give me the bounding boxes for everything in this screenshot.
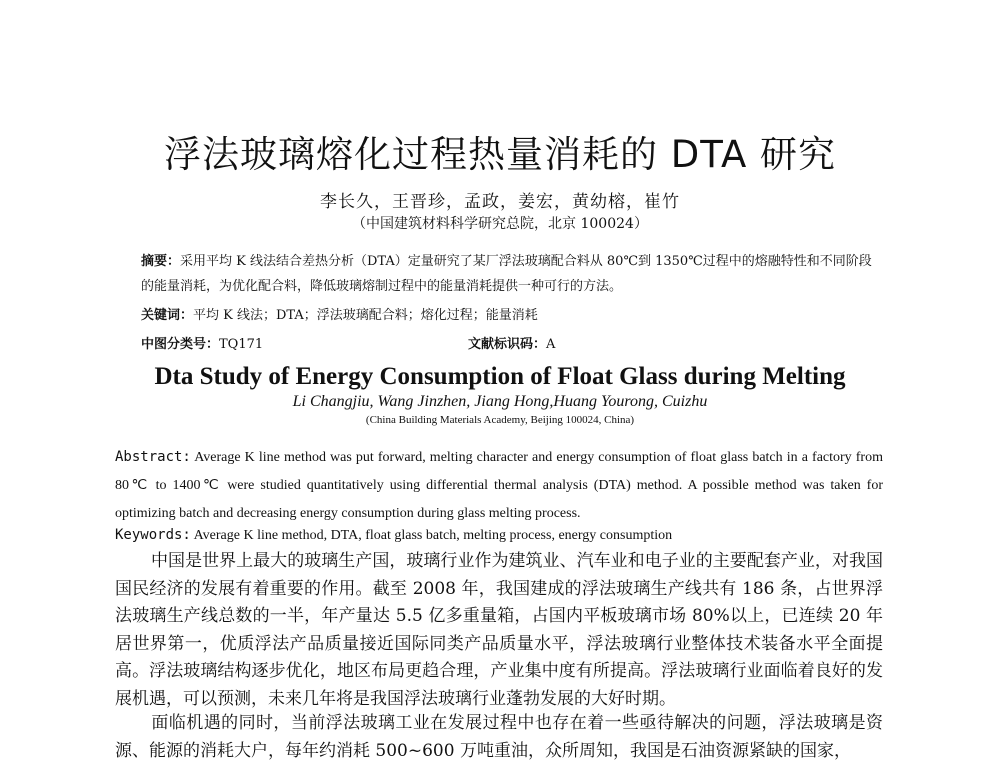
body-paragraph-1: [115, 548, 883, 713]
authors-cn: 李长久，王晋珍，孟政，姜宏，黄幼榕，崔竹: [320, 192, 680, 212]
keywords-en-text: Average K line method, DTA, float glass batch, melting process, energy consumption: [193, 528, 673, 543]
keywords-cn: [141, 304, 538, 323]
abstract-cn: [141, 249, 881, 299]
abstract-en: [115, 443, 883, 528]
affiliation-cn: （中国建筑材料科学研究总院，北京 100024）: [352, 216, 648, 232]
abstract-cn-text: 采用平均 K 线法结合差热分析（DTA）定量研究了某厂浮法玻璃配合料从 80℃到 1350℃过程中的熔融特性和不同阶段的能量消耗，为优化配合料，降低玻璃熔制过程中的能量消耗提供一种可行的方法。: [141, 254, 872, 294]
document-code: [468, 333, 555, 352]
paper-title-en: Dta Study of Energy Consumption of Float Glass during Melting: [154, 363, 846, 390]
keywords-cn-text: 平均 K 线法；DTA；浮法玻璃配合料；熔化过程；能量消耗: [193, 308, 538, 323]
abstract-en-label: Abstract:: [115, 449, 191, 465]
classification-label: 中图分类号：: [141, 337, 220, 352]
keywords-en: [115, 527, 883, 544]
body-paragraph-2-text: 面临机遇的同时，当前浮法玻璃工业在发展过程中也存在着一些亟待解决的问题，浮法玻璃是资源、能源的消耗大户，每年约消耗 500~600 万吨重油，众所周知，我国是石油资源紧缺的国家，: [115, 713, 883, 761]
keywords-en-label: Keywords:: [115, 527, 191, 543]
body-paragraph-1-text: 中国是世界上最大的玻璃生产国，玻璃行业作为建筑业、汽车业和电子业的主要配套产业，对我国国民经济的发展有着重要的作用。截至 2008 年，我国建成的浮法玻璃生产线共有 186 条，占世界浮法玻璃生产线总数的一半，年产量达 5.5 亿多重量箱，占国内平板玻璃市场 80%以上，已连续 20 年居世界第一，优质浮法产品质量接近国际同类产品质量水平，浮法玻璃行业整体技术装备水平全面提高。浮法玻璃结构逐步优化，地区布局更趋合理，产业集中度有所提高。浮法玻璃行业面临着良好的发展机遇，可以预测，未来几年将是我国浮法玻璃行业蓬勃发展的大好时期。: [115, 551, 883, 709]
abstract-en-text: Average K line method was put forward, melting character and energy consumption of float glass batch in a factory from 80℃ to 1400℃ were studied quantitatively using differential thermal analysis (DTA) method. A possible method was taken for optimizing batch and decreasing energy consumption during glass melting process.: [115, 450, 883, 521]
authors-en: Li Changjiu, Wang Jinzhen, Jiang Hong,Huang Yourong, Cuizhu: [292, 393, 708, 410]
classification-value: TQ171: [219, 337, 264, 352]
affiliation-en: (China Building Materials Academy, Beijing 100024, China): [365, 414, 635, 426]
document-code-value: A: [546, 337, 556, 352]
classification-number: [141, 333, 263, 352]
paper-title-cn: 浮法玻璃熔化过程热量消耗的 DTA 研究: [163, 133, 837, 176]
keywords-cn-label: 关键词：: [141, 308, 194, 323]
document-code-label: 文献标识码：: [468, 337, 547, 352]
abstract-cn-label: 摘要：: [141, 254, 181, 269]
body-paragraph-2: [115, 710, 883, 765]
